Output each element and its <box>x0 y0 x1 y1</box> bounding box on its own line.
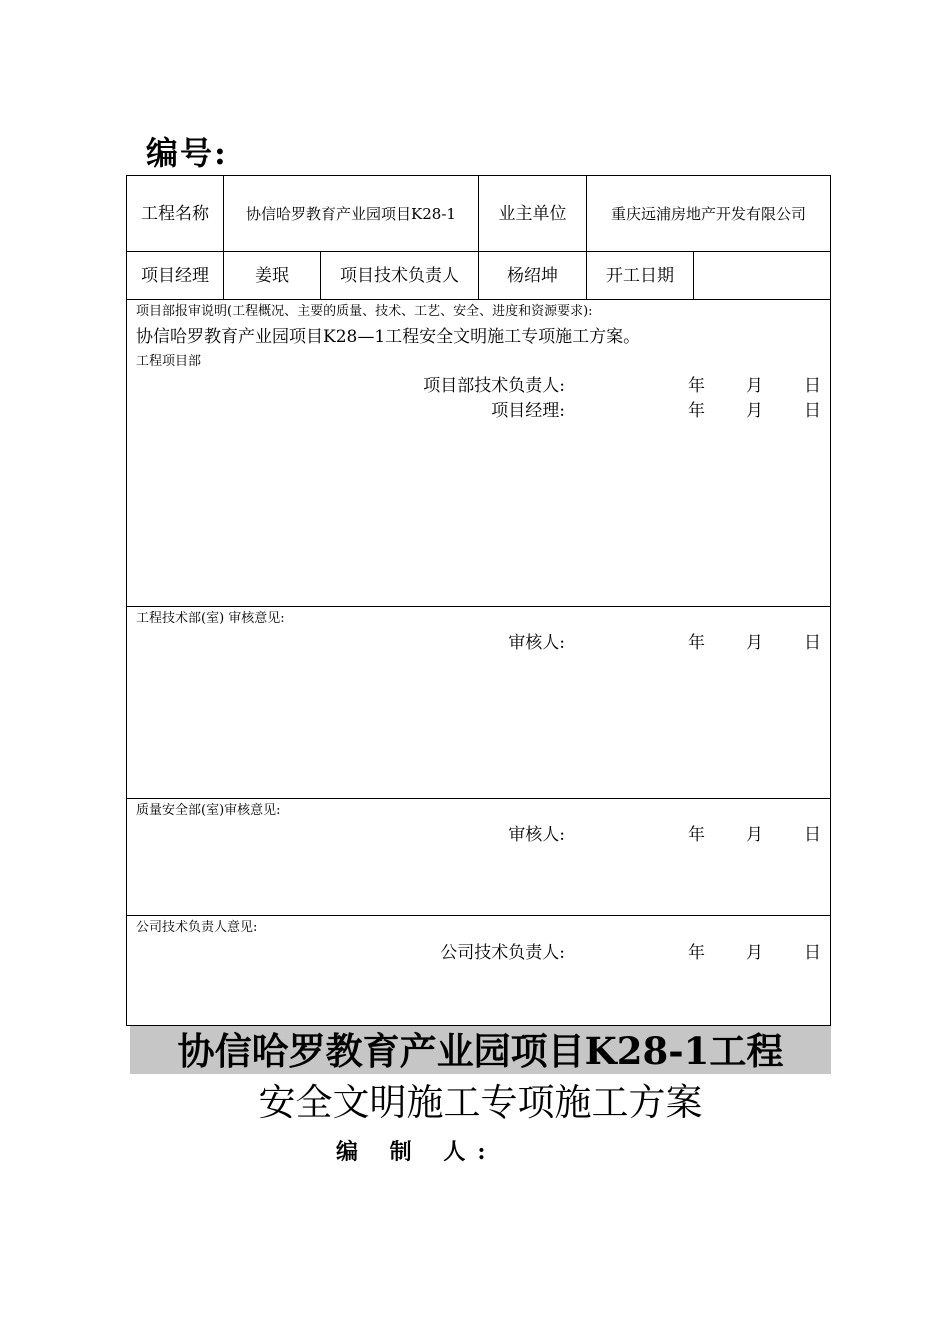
day-label: 日 <box>804 825 821 845</box>
tech-dept-reviewer-label: 审核人: <box>508 633 565 653</box>
company-tech-section <box>127 916 831 1026</box>
quality-dept-reviewer-label: 审核人: <box>508 825 565 845</box>
project-dept-cell <box>127 300 831 607</box>
month-label: 月 <box>746 401 763 421</box>
project-dept-title: 项目部报审说明(工程概况、主要的质量、技术、工艺、安全、进度和资源要求): <box>136 304 593 319</box>
year-label: 年 <box>688 376 705 396</box>
owner-value: 重庆远浦房地产开发有限公司 <box>587 176 831 252</box>
project-name-label: 工程名称 <box>127 176 224 252</box>
tech-dept-section <box>127 607 831 799</box>
year-label: 年 <box>688 401 705 421</box>
project-dept-section <box>127 300 831 607</box>
manager-value: 姜珉 <box>224 252 321 300</box>
project-tech-lead-signature-line <box>127 374 831 398</box>
day-label: 日 <box>804 376 821 396</box>
tech-lead-value: 杨绍坤 <box>479 252 587 300</box>
day-label: 日 <box>804 633 821 653</box>
tech-dept-title: 工程技术部(室) 审核意见: <box>136 611 285 626</box>
company-tech-cell <box>127 916 831 1026</box>
tech-dept-signature-line <box>127 631 831 655</box>
day-label: 日 <box>804 401 821 421</box>
review-form-table <box>126 175 831 1026</box>
owner-label: 业主单位 <box>479 176 587 252</box>
tech-dept-cell <box>127 607 831 799</box>
project-manager-signature-label: 项目经理: <box>491 401 565 421</box>
quality-dept-cell <box>127 799 831 916</box>
info-row-1 <box>127 176 831 252</box>
start-date-label: 开工日期 <box>587 252 694 300</box>
company-tech-lead-label: 公司技术负责人: <box>440 943 565 963</box>
project-manager-signature-line <box>127 399 831 423</box>
month-label: 月 <box>746 376 763 396</box>
quality-dept-section <box>127 799 831 916</box>
quality-dept-signature-line <box>127 823 831 847</box>
month-label: 月 <box>746 825 763 845</box>
company-tech-title: 公司技术负责人意见: <box>136 920 258 935</box>
project-dept-sub-label: 工程项目部 <box>136 354 202 369</box>
tech-lead-label: 项目技术负责人 <box>321 252 479 300</box>
compiler-label: 编 制 人: <box>336 1139 498 1165</box>
document-number-label: 编号: <box>146 134 228 172</box>
quality-dept-title: 质量安全部(室)审核意见: <box>136 803 281 818</box>
project-name-value: 协信哈罗教育产业园项目K28-1 <box>224 176 479 252</box>
year-label: 年 <box>688 825 705 845</box>
month-label: 月 <box>746 943 763 963</box>
project-tech-lead-signature-label: 项目部技术负责人: <box>423 376 565 396</box>
start-date-value <box>694 252 831 300</box>
month-label: 月 <box>746 633 763 653</box>
company-tech-signature-line <box>127 941 831 965</box>
project-dept-description: 协信哈罗教育产业园项目K28—1工程安全文明施工专项施工方案。 <box>136 327 641 347</box>
year-label: 年 <box>688 943 705 963</box>
day-label: 日 <box>804 943 821 963</box>
manager-label: 项目经理 <box>127 252 224 300</box>
cover-title-line-1: 协信哈罗教育产业园项目K28-1工程 <box>177 1029 784 1073</box>
info-row-2 <box>127 252 831 300</box>
year-label: 年 <box>688 633 705 653</box>
cover-title-line-2: 安全文明施工专项施工方案 <box>258 1081 703 1124</box>
